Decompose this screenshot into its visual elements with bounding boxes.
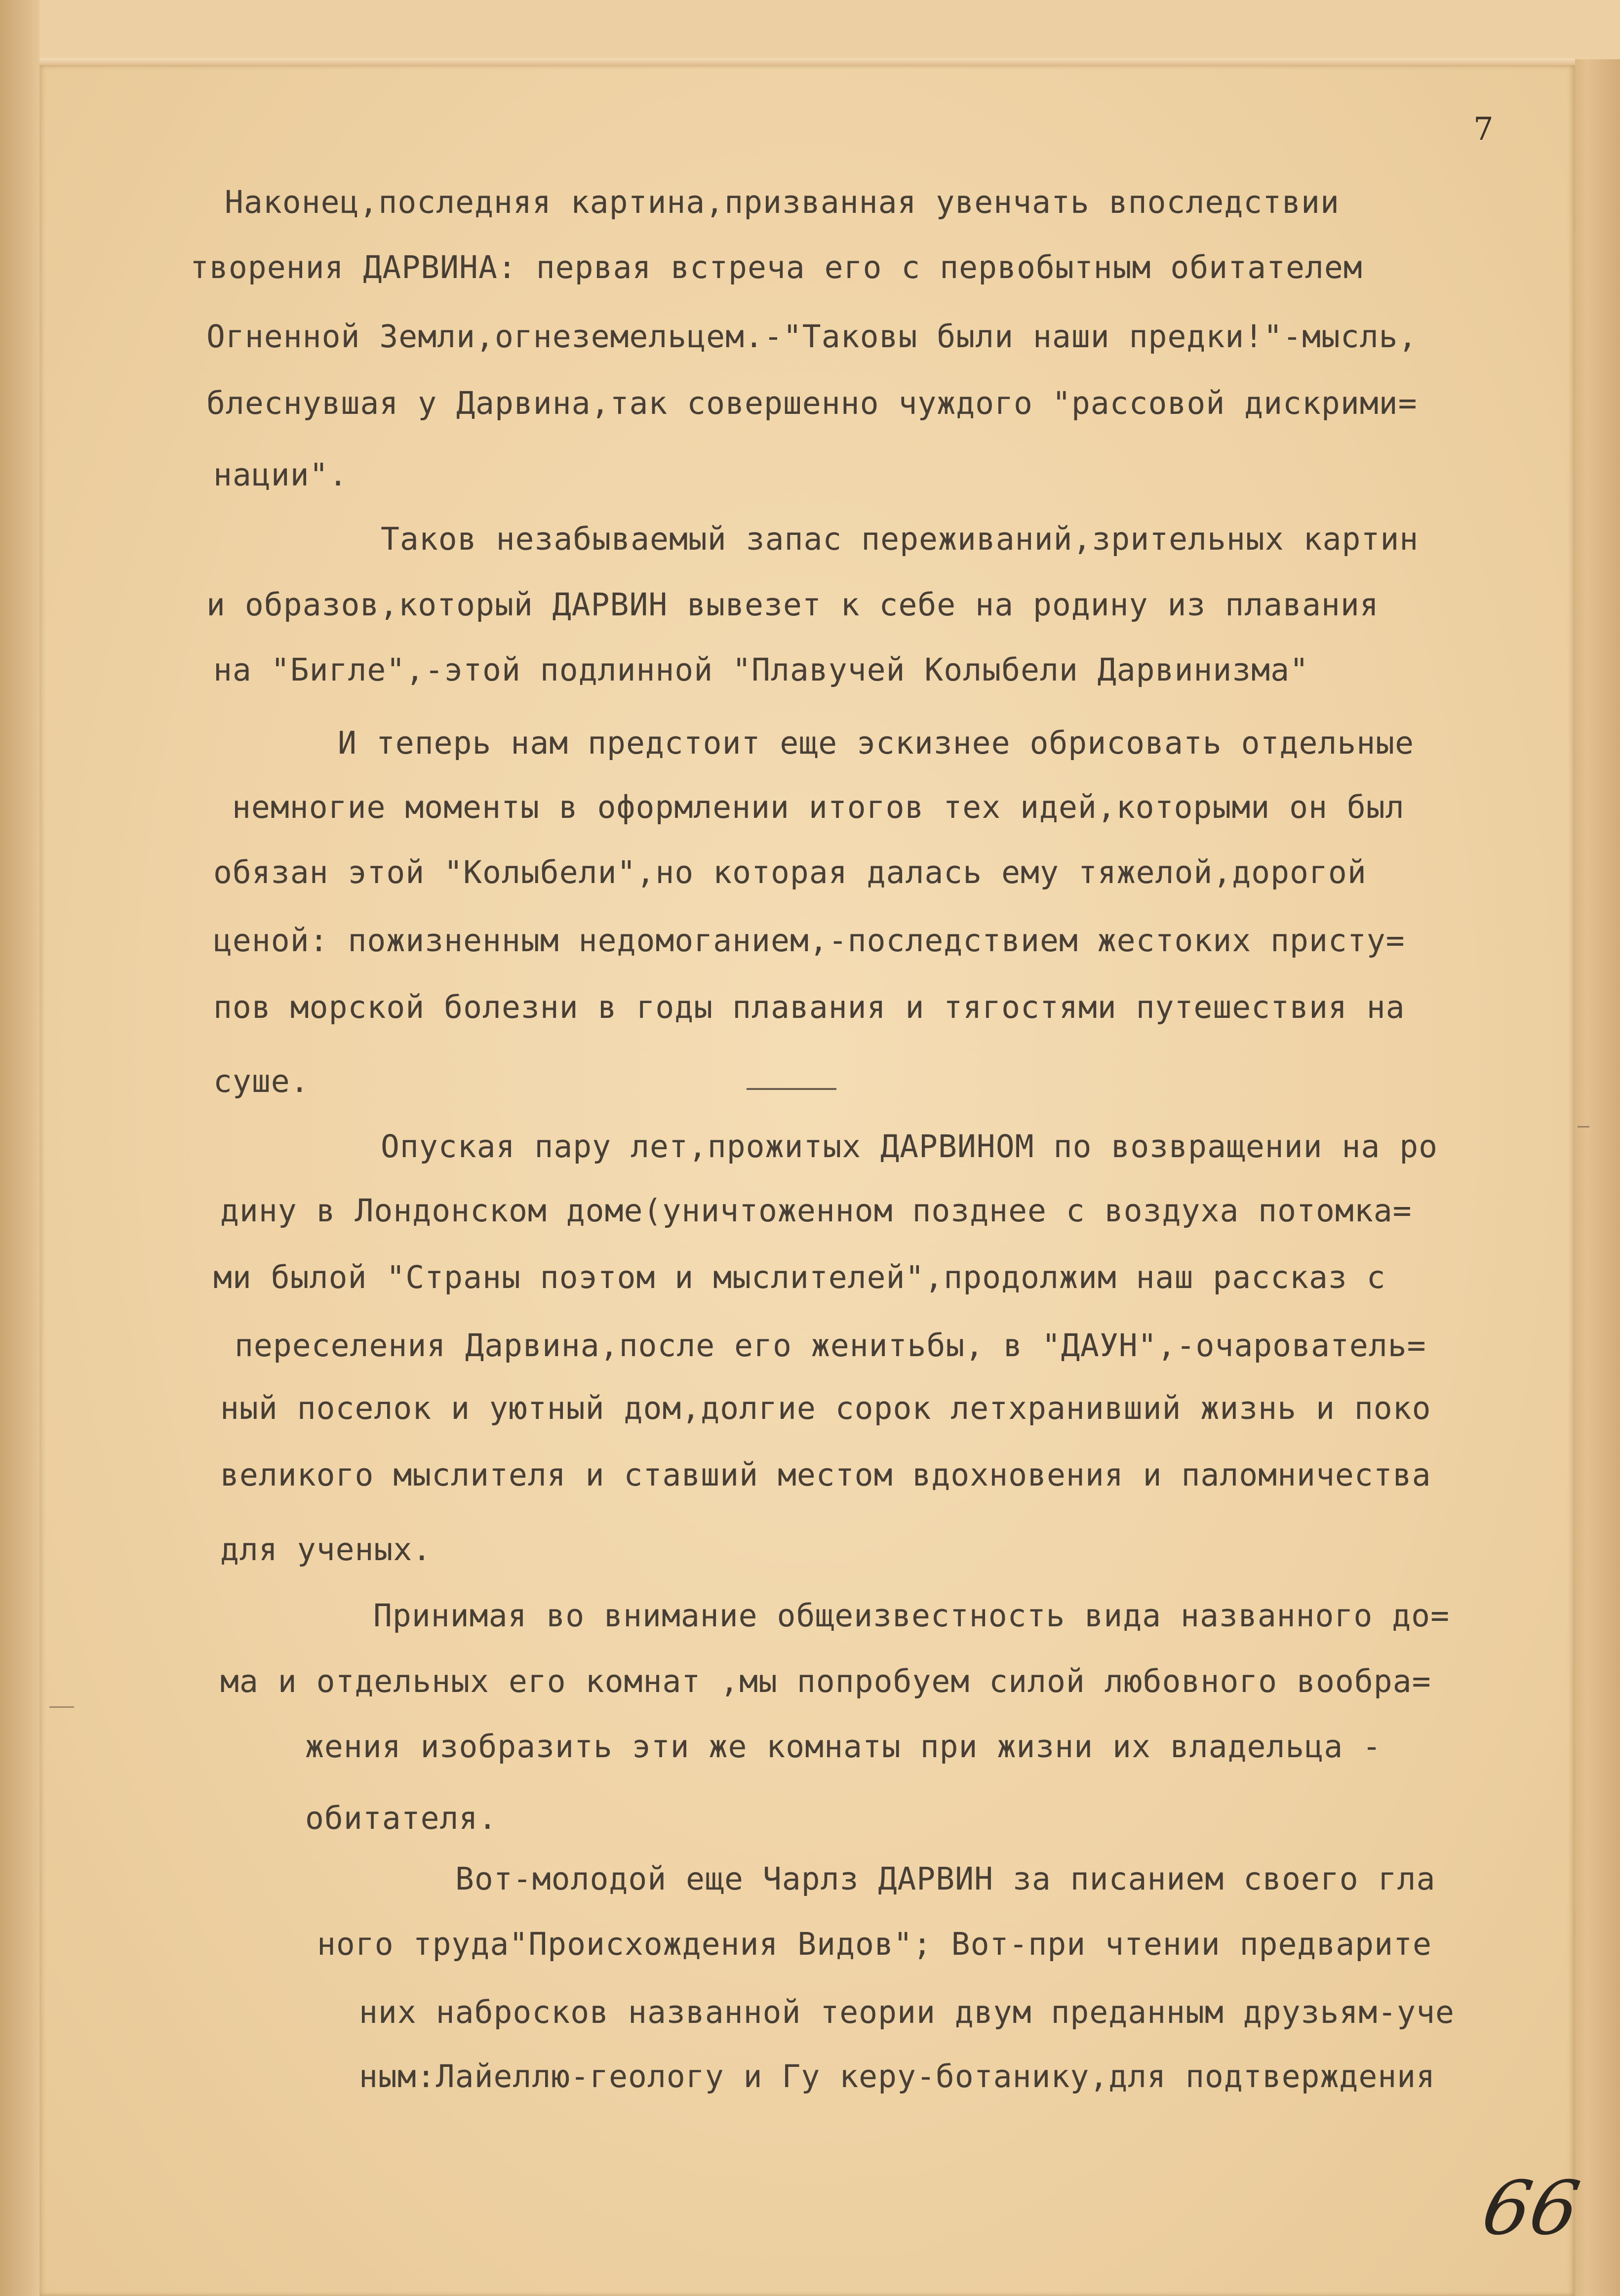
underlying-sheet-edge	[1570, 59, 1620, 2296]
text-line: обязан этой "Колыбели",но которая далась ему тяжелой,дорогой	[213, 854, 1367, 890]
text-line: суше.	[213, 1063, 310, 1099]
text-line: Опуская пару лет,прожитых ДАРВИНОМ по возвращении на ро	[381, 1128, 1438, 1165]
text-line: них набросков названной теории двум преданным друзьям-уче	[359, 1994, 1455, 2030]
text-line: Огненной Земли,огнеземельцем.-"Таковы были наши предки!"-мысль,	[206, 319, 1418, 355]
text-line: ценой: пожизненным недомоганием,-последствием жестоких присту=	[213, 923, 1405, 959]
text-line: переселения Дарвина,после его женитьбы, в "ДАУН",-очарователь=	[235, 1328, 1426, 1364]
text-line: ми былой "Страны поэтом и мыслителей",продолжим наш рассказ с	[213, 1259, 1386, 1295]
text-line: нации".	[213, 457, 348, 493]
text-line: Вот-молодой еще Чарлз ДАРВИН за писанием своего гла	[455, 1861, 1436, 1897]
archive-folio-number: 66	[1476, 2166, 1586, 2252]
text-line: творения ДАРВИНА: первая встреча его с первобытным обитателем	[190, 249, 1363, 285]
text-line: ный поселок и уютный дом,долгие сорок летхранивший жизнь и поко	[220, 1390, 1431, 1426]
text-line: и образов,который ДАРВИН вывезет к себе на родину из плавания	[206, 587, 1379, 623]
text-line: дину в Лондонском доме(уничтоженном позднее с воздуха потомка=	[220, 1193, 1412, 1229]
text-line: И теперь нам предстоит еще эскизнее обрисовать отдельные	[338, 725, 1415, 761]
text-line: ного труда"Происхождения Видов"; Вот-при чтении предварите	[317, 1926, 1432, 1962]
text-line: для ученых.	[220, 1531, 432, 1568]
text-line: Наконец,последняя картина,призванная увенчать впоследствии	[225, 184, 1340, 220]
text-line: пов морской болезни в годы плавания и тягостями путешествия на	[213, 989, 1405, 1025]
text-line: на "Бигле",-этой подлинной "Плавучей Колыбели Дарвинизма"	[213, 652, 1309, 688]
text-line: ма и отдельных его комнат ,мы попробуем силой любовного вообра=	[220, 1663, 1431, 1699]
text-line: блеснувшая у Дарвина,так совершенно чуждого "рассовой дискрими=	[206, 385, 1418, 421]
margin-tick-mark	[1578, 1126, 1589, 1128]
text-line: Таков незабываемый запас переживаний,зрительных картин	[381, 521, 1419, 557]
text-line: великого мыслителя и ставший местом вдохновения и паломничества	[220, 1457, 1431, 1493]
binding-shadow	[0, 0, 40, 2296]
text-line: Принимая во внимание общеизвестность вида названного до=	[373, 1598, 1450, 1634]
page-number: 7	[1473, 111, 1494, 148]
text-line: немногие моменты в оформлении итогов тех идей,которыми он был	[232, 789, 1405, 825]
text-line: ным:Лайеллю-геологу и Гу керу-ботанику,для подтверждения	[359, 2058, 1436, 2095]
section-divider	[747, 1088, 836, 1090]
text-line: жения изобразить эти же комнаты при жизни их владельца -	[305, 1729, 1382, 1765]
margin-tick-mark	[49, 1706, 74, 1708]
text-line: обитателя.	[305, 1800, 498, 1836]
